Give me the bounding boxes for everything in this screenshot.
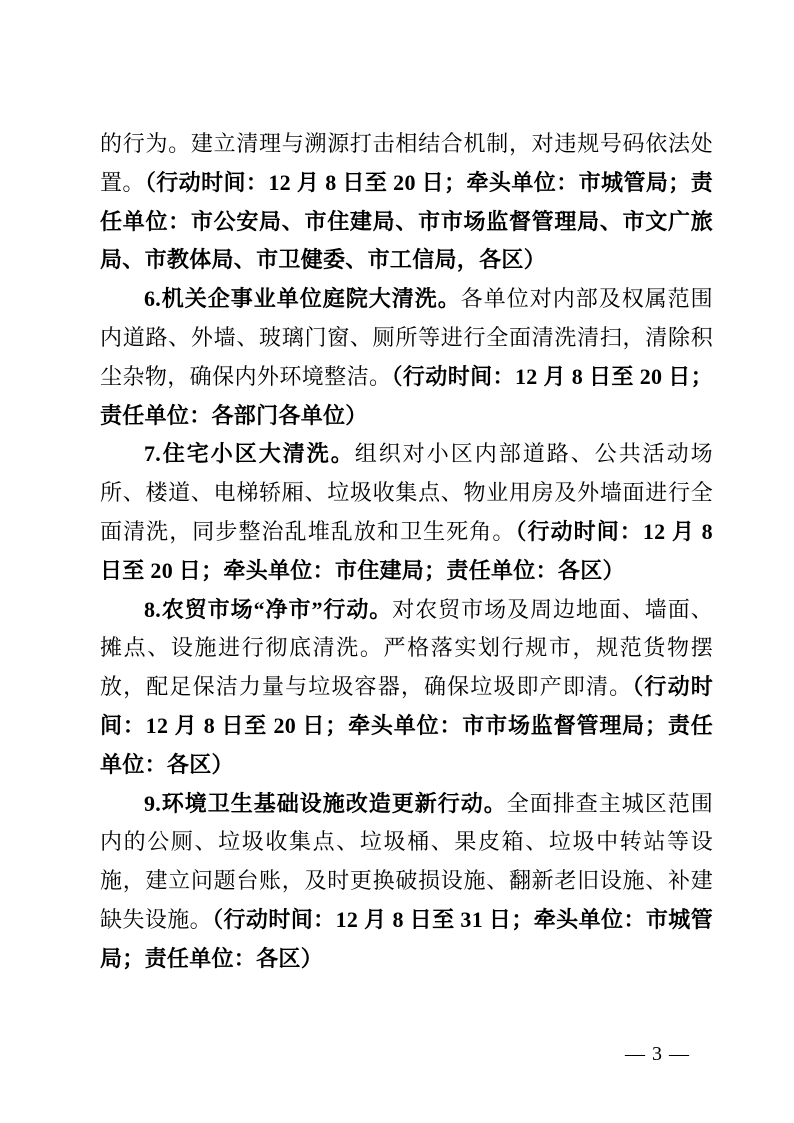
paragraph-item-6: [100, 280, 713, 435]
bold-run: 9.环境卫生基础设施改造更新行动。: [144, 790, 507, 816]
paragraph-item-8: [100, 591, 713, 785]
text-run: 的行为。建立清理与溯源打击相结合机制，对违规号码依法处置。: [100, 131, 713, 195]
bold-run: （行动时间：12 月 8 日至 20 日；责任单位：各部门各单位）: [100, 363, 713, 428]
paragraph-item-9: [100, 785, 713, 979]
bold-run: （行动时间：12 月 8 日至 20 日；牵头单位：市城管局；责任单位：市公安局、市住建局、市市场监督管理局、市文广旅局、市教体局、市卫健委、市工信局，各区）: [100, 169, 713, 273]
document-body: [100, 125, 713, 979]
bold-run: 8.农贸市场“净市”行动。: [144, 596, 393, 622]
bold-run: （行动时间：12 月 8 日至 31 日；牵头单位：市城管局；责任单位：各区）: [100, 906, 713, 971]
text-run: 组织对小区内部道路、公共活动场所、楼道、电梯轿厢、垃圾收集点、物业用房及外墙面进行全面清洗，同步整治乱堆乱放和卫生死角。: [100, 441, 713, 544]
paragraph-item-7: [100, 435, 713, 590]
text-run: 各单位对内部及权属范围内道路、外墙、玻璃门窗、厕所等进行全面清洗清扫，清除积尘杂物，确保内外环境整洁。: [100, 286, 713, 389]
bold-run: （行动时间：12 月 8 日至 20 日；牵头单位：市市场监督管理局；责任单位：各区）: [100, 674, 714, 777]
page-footer: [625, 1042, 690, 1066]
text-run: 全面排查主城区范围内的公厕、垃圾收集点、垃圾桶、果皮箱、垃圾中转站等设施，建立问题台账，及时更换破损设施、翻新老旧设施、补建缺失设施。: [100, 790, 713, 932]
bold-run: （行动时间：12 月 8 日至 20 日；牵头单位：市住建局；责任单位：各区）: [100, 518, 713, 583]
page-number: — 3 —: [625, 1043, 690, 1065]
bold-run: 6.机关企事业单位庭院大清洗。: [144, 286, 461, 312]
paragraph-continuation: [100, 125, 713, 280]
text-run: 对农贸市场及周边地面、墙面、摊点、设施进行彻底清洗。严格落实划行规市，规范货物摆放，配足保洁力量与垃圾容器，确保垃圾即产即清。: [100, 596, 714, 700]
bold-run: 7.住宅小区大清洗。: [144, 441, 355, 467]
